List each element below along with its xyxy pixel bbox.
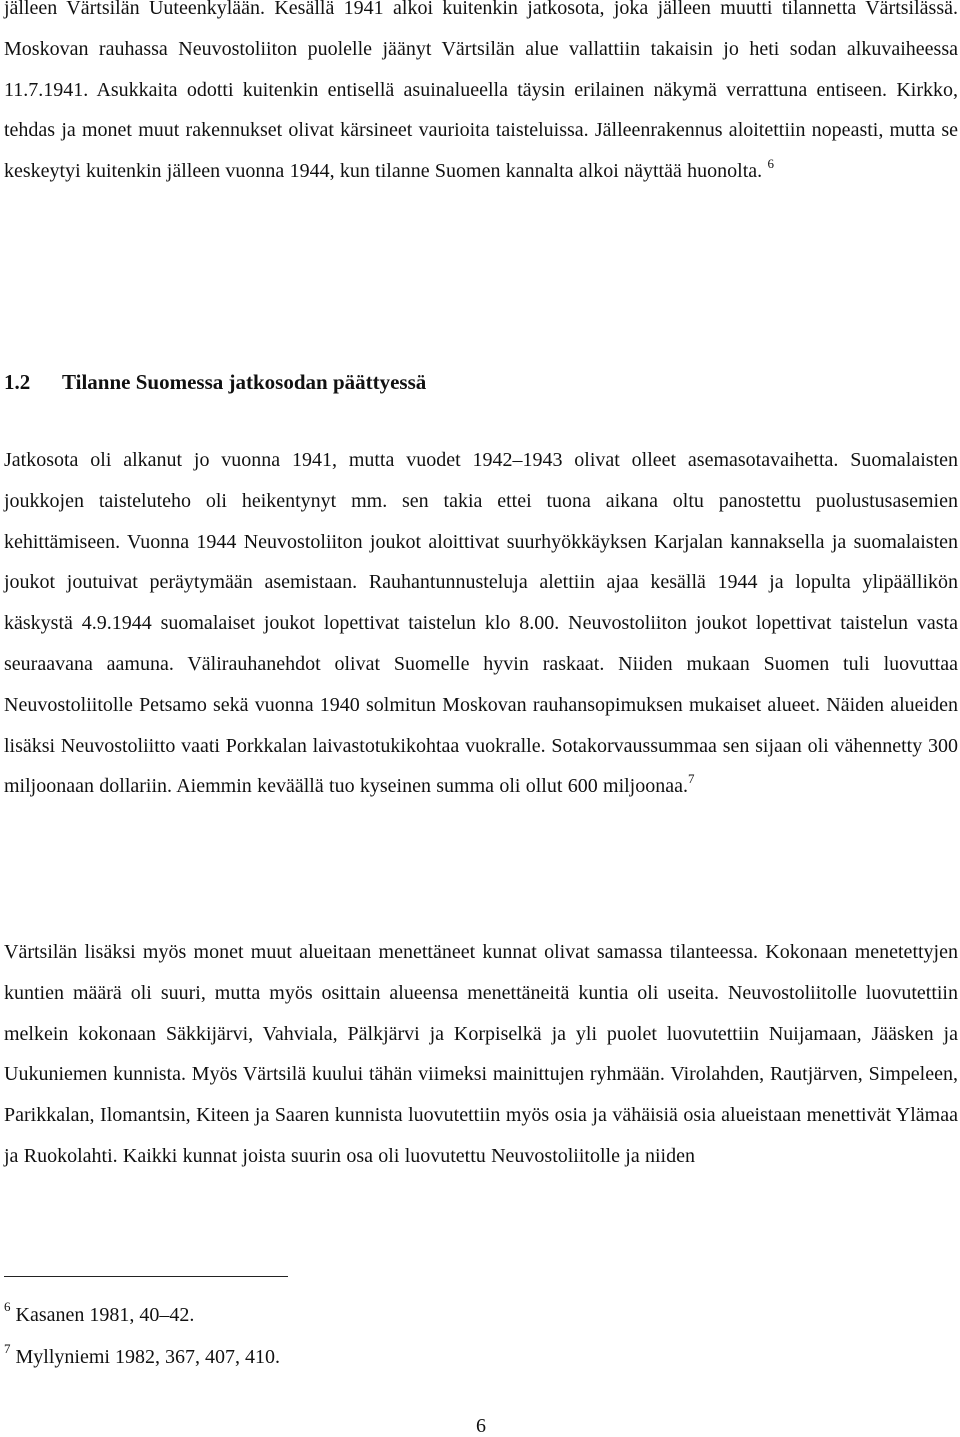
paragraph-middle-text: Jatkosota oli alkanut jo vuonna 1941, mutta vuodet 1942–1943 olivat olleet asemasotavaihetta. Suomalaisten joukkojen taisteluteho oli heikentynyt mm. sen takia ettei tuona aikana oltu panostettu puolustusasemien kehittämiseen. Vuonna 1944 Neuvostoliiton joukot aloittivat suurhyökkäyksen Karjalan kannaksella ja suomalaisten joukot joutuivat peräytymään asemistaan. Rauhantunnusteluja alettiin ajaa kesällä 1944 ja lopulta ylipäällikön käskystä 4.9.1944 suomalaiset joukot lopettivat taistelun klo 8.00. Neuvostoliiton joukot lopettivat taistelun vasta seuraavana aamuna. Välirauhanehdot olivat Suomelle hyvin raskaat. Niiden mukaan Suomen tuli luovuttaa Neuvostoliitolle Petsamo sekä vuonna 1940 solmitun Moskovan rauhansopimuksen mukaiset alueet. Näiden alueiden lisäksi Neuvostoliitto vaati Porkkalan laivastotukikohtaa vuokralle. Sotakorvaussummaa sen sijaan oli vähennetty 300 miljoonaan dollariin. Aiemmin keväällä tuo kyseinen summa oli ollut 600 miljoonaa. [4, 449, 958, 798]
paragraph-top [4, 0, 958, 192]
paragraph-middle [4, 440, 958, 807]
footnote-7-number: 7 [4, 1341, 11, 1357]
footnote-ref-7: 7 [688, 770, 695, 786]
section-number: 1.2 [4, 370, 31, 394]
paragraph-bottom [4, 932, 958, 1177]
footnote-7 [4, 1341, 280, 1370]
footnote-7-text: Myllyniemi 1982, 367, 407, 410. [15, 1346, 280, 1368]
footnote-ref-6: 6 [767, 155, 774, 171]
footnote-6-text: Kasanen 1981, 40–42. [15, 1304, 195, 1326]
footnote-6 [4, 1299, 195, 1328]
section-title: Tilanne Suomessa jatkosodan päättyessä [62, 370, 427, 394]
paragraph-bottom-text: Värtsilän lisäksi myös monet muut alueitaan menettäneet kunnat olivat samassa tilanteessa. Kokonaan menetettyjen kuntien määrä oli suuri, mutta myös osittain alueensa menettäneitä kuntia oli useita. Neuvostoliitolle luovutettiin melkein kokonaan Säkkijärvi, Vahviala, Pälkjärvi ja Korpiselkä ja yli puolet luovutettiin Nuijamaan, Jääsken ja Uukuniemen kunnista. Myös Värtsilä kuului tähän viimeksi mainittujen ryhmään. Virolahden, Rautjärven, Simpeleen, Parikkalan, Ilomantsin, Kiteen ja Saaren kunnista luovutettiin myös osia ja vähäisiä osia alueistaan menettivät Ylämaa ja Ruokolahti. Kaikki kunnat joista suurin osa oli luovutettu Neuvostoliitolle ja niiden [4, 941, 958, 1167]
footnote-6-number: 6 [4, 1299, 11, 1315]
footnote-separator [4, 1276, 288, 1277]
section-heading [4, 362, 426, 402]
paragraph-top-text: jälleen Värtsilän Uuteenkylään. Kesällä 1941 alkoi kuitenkin jatkosota, joka jälleen muutti tilannetta Värtsilässä. Moskovan rauhassa Neuvostoliiton puolelle jäänyt Värtsilän alue vallattiin takaisin jo heti sodan alkuvaiheessa 11.7.1941. Asukkaita odotti kuitenkin entisellä asuinalueella täysin erilainen näkymä verrattuna entiseen. Kirkko, tehdas ja monet muut rakennukset olivat kärsineet vaurioita taisteluissa. Jälleenrakennus aloitettiin nopeasti, mutta se keskeytyi kuitenkin jälleen vuonna 1944, kun tilanne Suomen kannalta alkoi näyttää huonolta. [4, 0, 958, 183]
page-number: 6 [476, 1415, 486, 1437]
